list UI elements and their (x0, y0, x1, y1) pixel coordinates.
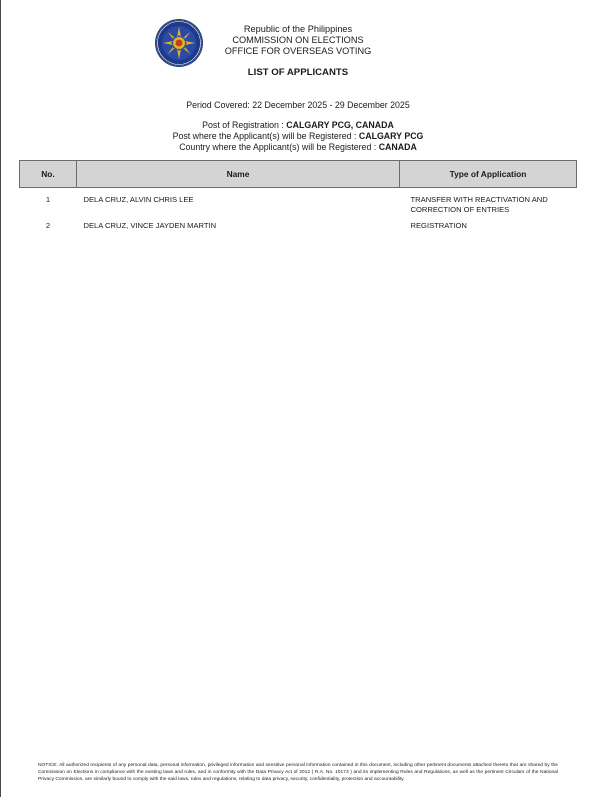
post-where-label: Post where the Applicant(s) will be Registered : (172, 131, 359, 142)
row-number: 2 (45, 221, 51, 230)
commission-line: COMMISSION ON ELECTIONS (232, 35, 364, 45)
page-title: LIST OF APPLICANTS (247, 67, 349, 78)
application-type (400, 188, 577, 222)
table-header-row (20, 161, 577, 188)
applicant-name: DELA CRUZ, VINCE JAYDEN MARTIN (83, 221, 217, 230)
post-where-registered (0, 131, 596, 142)
row-number: 1 (45, 195, 51, 204)
table-row (20, 188, 577, 222)
post-where-value: CALGARY PCG (358, 131, 424, 142)
privacy-notice: NOTICE: All authorized recipients of any personal data, personal information, privileged information and sensitive personal information contained in this document, including other pertinent documents attached thereto that are shared by the Commission on Elections in compliance with the existing laws and rules, and in conformity with the Data Privacy Act of 2012 ( R.A. No. 10173 ) and its implementing Rules and Regulations, as well as the pertinent Circulars of the National Privacy Commission, are similarly bound to comply with the said laws, rules and regulations, relating to data privacy, security, confidentiality, protection and accountability. (38, 763, 558, 783)
applicants-table (19, 160, 577, 231)
post-label: Post of Registration : (202, 120, 287, 130)
applicant-name: DELA CRUZ, ALVIN CHRIS LEE (83, 195, 194, 204)
table-row (20, 221, 577, 231)
application-type-line: REGISTRATION (410, 221, 467, 230)
application-type-line: CORRECTION OF ENTRIES (410, 205, 510, 214)
registration-info (0, 120, 596, 154)
post-of-registration (0, 120, 596, 131)
period-covered: Period Covered: 22 December 2025 - 29 December 2025 (186, 100, 410, 110)
country-label: Country where the Applicant(s) will be Registered : (179, 142, 379, 153)
document-header (0, 24, 596, 57)
post-value: CALGARY PCG, CANADA (286, 120, 394, 130)
header-name: Name (77, 161, 400, 188)
republic-line: Republic of the Philippines (243, 24, 353, 34)
country-where-registered (0, 142, 596, 153)
header-no: No. (20, 161, 77, 188)
header-type: Type of Application (400, 161, 577, 188)
application-type-line: TRANSFER WITH REACTIVATION AND (410, 195, 548, 204)
application-type (400, 221, 577, 231)
office-line: OFFICE FOR OVERSEAS VOTING (224, 46, 372, 56)
country-value: CANADA (378, 142, 417, 153)
